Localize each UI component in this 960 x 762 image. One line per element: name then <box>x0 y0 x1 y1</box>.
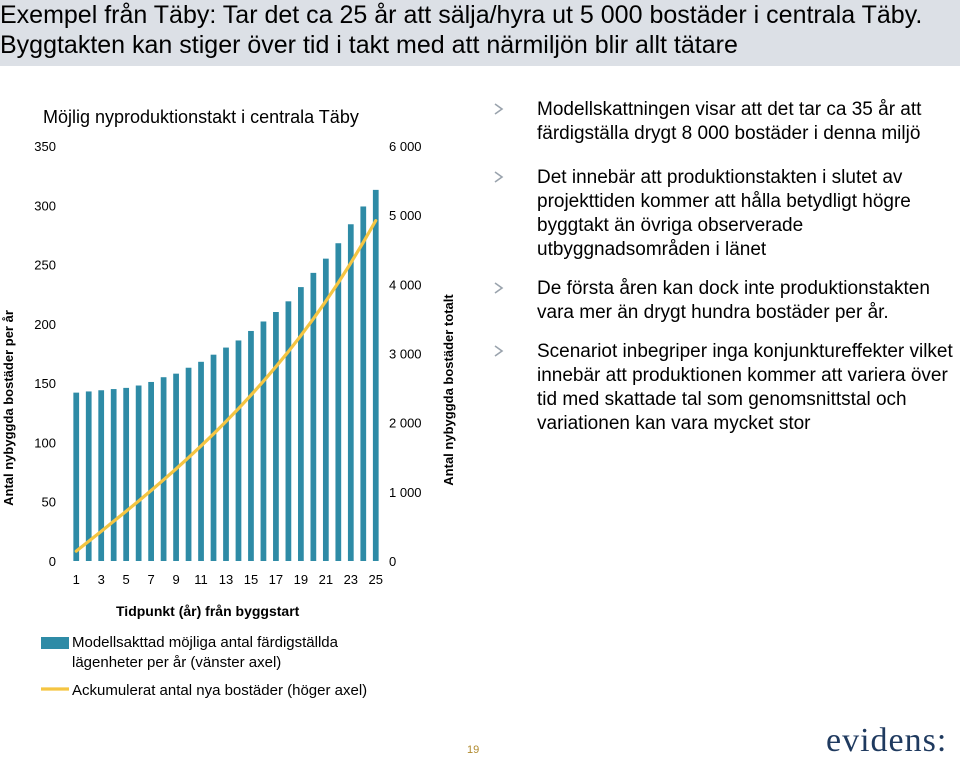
x-tick-label: 11 <box>194 572 208 587</box>
y2-tick-label: 2 000 <box>389 415 422 431</box>
x-tick-label: 19 <box>293 572 309 587</box>
bullet-item <box>490 340 955 436</box>
x-tick-label: 17 <box>268 572 284 587</box>
bullet-text: Det innebär att produktionstakten i slutet av projekttiden kommer att hålla betydligt högre byggtakt än övriga observerade utbyggnadsområden i länet <box>537 167 911 260</box>
bullet-text: Scenariot inbegriper inga konjunktureffekter vilket innebär att produktionen kommer att variera över tid med skattade tal som genomsnittstal och variationen kan vara mycket stor <box>537 341 953 434</box>
bullet-arrow-icon <box>492 170 506 184</box>
y2-tick-label: 0 <box>389 554 397 569</box>
y2-tick-label: 1 000 <box>389 484 422 500</box>
legend-bar-swatch <box>41 637 69 649</box>
x-tick-label: 13 <box>218 572 234 587</box>
bar <box>373 190 379 561</box>
bar <box>186 368 192 561</box>
y-tick-label: 300 <box>34 198 56 214</box>
y-tick-label: 200 <box>34 316 56 332</box>
x-tick-label: 25 <box>368 572 383 587</box>
bar <box>111 389 117 561</box>
x-tick-label: 3 <box>97 572 105 587</box>
y-tick-label: 250 <box>34 257 56 273</box>
legend-bar-label: Modellsakttad möjliga antal färdigställda lägenheter per år (vänster axel) <box>72 634 338 671</box>
x-tick-label: 1 <box>72 572 80 587</box>
bar <box>86 391 92 561</box>
bar <box>360 206 366 561</box>
x-axis-label: Tidpunkt (år) från byggstart <box>116 603 300 619</box>
production-chart <box>0 0 480 705</box>
bar <box>335 243 341 561</box>
bar <box>211 355 217 561</box>
chart-title: Möjlig nyproduktionstakt i centrala Täby <box>43 107 359 127</box>
bullet-item <box>490 277 955 325</box>
y2-tick-label: 6 000 <box>389 139 422 154</box>
y-tick-label: 150 <box>34 376 56 392</box>
x-tick-label: 5 <box>122 572 130 587</box>
bar <box>73 393 79 561</box>
y-tick-label: 350 <box>34 139 56 154</box>
slide-title: Exempel från Täby: Tar det ca 25 år att sälja/hyra ut 5 000 bostäder i centrala Täby. Byggtakten kan stiger över tid i takt med att närmiljön blir allt tätare <box>0 1 923 59</box>
bar <box>261 321 267 561</box>
y-tick-label: 50 <box>41 494 56 510</box>
y2-tick-label: 4 000 <box>389 277 422 293</box>
bar <box>136 386 142 561</box>
bar <box>223 348 229 561</box>
bullet-arrow-icon <box>492 344 506 358</box>
bullet-list <box>490 98 955 451</box>
bar <box>123 388 129 561</box>
y2-tick-label: 5 000 <box>389 208 422 224</box>
x-tick-label: 23 <box>343 572 359 587</box>
bullet-text: Modellskattningen visar att det tar ca 35 år att färdigställa drygt 8 000 bostäder i denna miljö <box>537 99 922 144</box>
bar <box>248 331 254 561</box>
x-tick-label: 9 <box>172 572 180 587</box>
bullet-item <box>490 166 955 262</box>
y-axis-label: Antal nybyggda bostäder per år <box>1 310 16 506</box>
bar <box>236 340 242 561</box>
evidens-logo: evidens: <box>826 722 948 759</box>
y-tick-label: 100 <box>34 435 56 451</box>
bar <box>348 224 354 561</box>
bullet-text: De första åren kan dock inte produktionstakten vara mer än drygt hundra bostäder per år. <box>537 278 930 323</box>
page-number: 19 <box>467 744 480 756</box>
bar <box>198 362 204 561</box>
bar <box>273 312 279 561</box>
y2-axis-label: Antal nybyggda bostäder totalt <box>441 294 456 486</box>
x-tick-label: 15 <box>243 572 259 587</box>
bullet-arrow-icon <box>492 102 506 116</box>
legend-line-label: Ackumulerat antal nya bostäder (höger axel) <box>72 682 368 699</box>
bar <box>161 377 167 561</box>
bar <box>286 301 292 561</box>
x-tick-label: 21 <box>318 572 334 587</box>
bar <box>148 382 154 561</box>
bullet-arrow-icon <box>492 281 506 295</box>
bar <box>298 287 304 561</box>
bullet-item <box>490 98 955 146</box>
bar <box>98 390 104 561</box>
y-tick-label: 0 <box>48 554 56 569</box>
x-tick-label: 7 <box>147 572 155 587</box>
y2-tick-label: 3 000 <box>389 346 422 362</box>
